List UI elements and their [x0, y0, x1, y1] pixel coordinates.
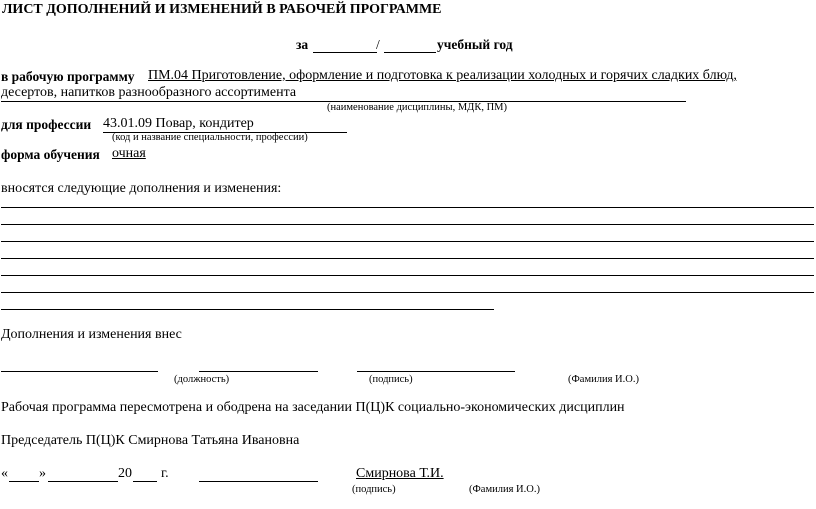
year-blank-1 [313, 52, 377, 53]
program-value-line2: десертов, напитков разнообразного ассортимента [1, 85, 297, 100]
profession-value: 43.01.09 Повар, кондитер [103, 116, 254, 131]
profession-caption: (код и название специальности, профессии) [112, 132, 308, 143]
date-day-blank [9, 481, 39, 482]
year-prefix: за [296, 37, 309, 52]
position-blank [199, 371, 318, 372]
date-month-blank [48, 481, 118, 482]
changes-line [1, 241, 814, 242]
program-caption: (наименование дисциплины, МДК, ПМ) [327, 102, 508, 113]
changes-line [1, 275, 814, 276]
date-open-quote: « [1, 466, 8, 481]
year-blank-2 [384, 52, 436, 53]
date-year-suffix: г. [161, 466, 169, 481]
chairman-text: Председатель П(Ц)К Смирнова Татьяна Ивановна [1, 433, 300, 448]
chair-caption-signature: (подпись) [352, 484, 396, 495]
form-value: очная [112, 146, 146, 161]
changes-line [1, 309, 494, 310]
chair-caption-name: (Фамилия И.О.) [469, 484, 540, 495]
document-title: ЛИСТ ДОПОЛНЕНИЙ И ИЗМЕНЕНИЙ В РАБОЧЕЙ ПРОГРАММЕ [2, 2, 442, 17]
made-by-blank [1, 371, 158, 372]
program-value-line1: ПМ.04 Приготовление, оформление и подготовка к реализации холодных и горячих сладких блюд, [148, 68, 737, 83]
profession-label: для профессии [1, 117, 92, 132]
signature-blank [357, 371, 515, 372]
chair-signature-blank [199, 481, 318, 482]
changes-line [1, 224, 814, 225]
chair-name: Смирнова Т.И. [356, 466, 444, 481]
program-label: в рабочую программу [1, 69, 135, 84]
changes-line [1, 292, 814, 293]
form-label: форма обучения [1, 147, 100, 162]
date-year-blank [133, 481, 157, 482]
caption-name: (Фамилия И.О.) [568, 374, 639, 385]
caption-signature: (подпись) [369, 374, 413, 385]
caption-position: (должность) [174, 374, 230, 385]
changes-line [1, 258, 814, 259]
date-close-quote: » [39, 466, 46, 481]
changes-line [1, 207, 814, 208]
made-by-label: Дополнения и изменения внес [1, 327, 182, 342]
reviewed-text: Рабочая программа пересмотрена и ободрена на заседании П(Ц)К социально-экономических дисциплин [1, 400, 625, 415]
year-slash: / [376, 37, 380, 52]
year-suffix: учебный год [437, 37, 513, 52]
changes-intro: вносятся следующие дополнения и изменения: [1, 181, 282, 196]
date-year-prefix: 20 [118, 466, 132, 481]
